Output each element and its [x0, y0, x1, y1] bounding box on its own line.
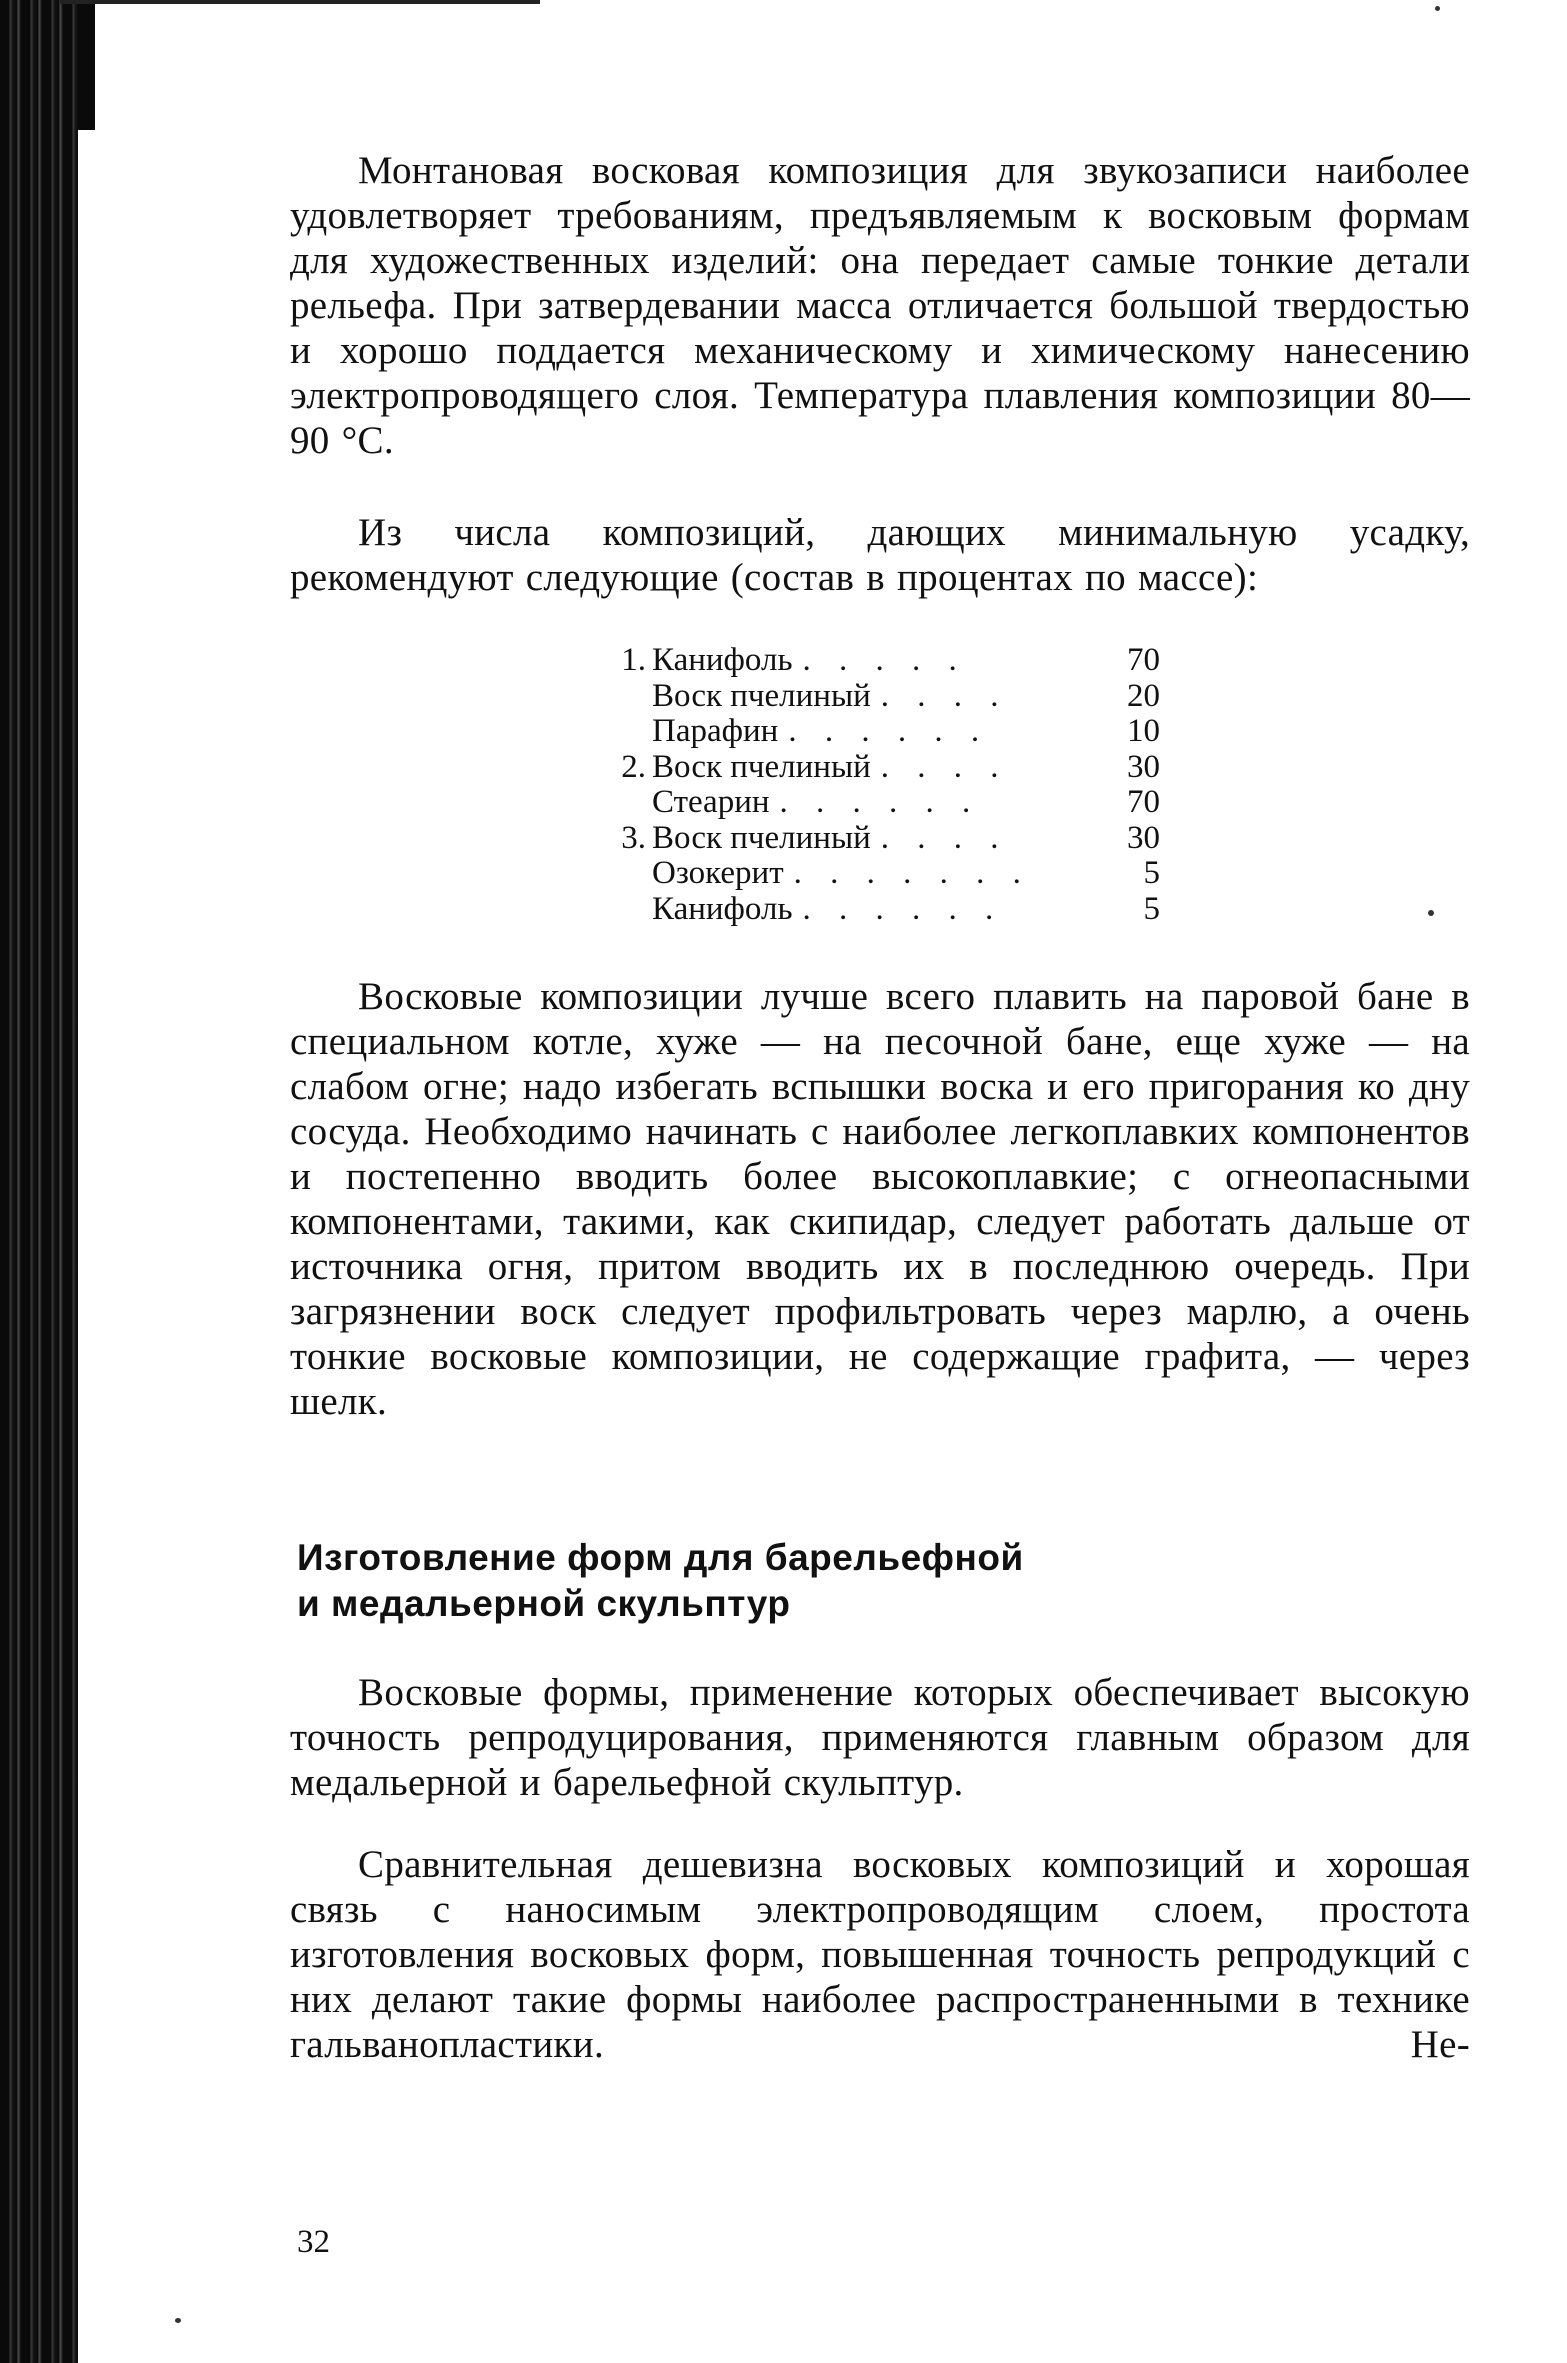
recipe-percent: 70 [1127, 642, 1160, 678]
recipe-leader-dots: . . . . [880, 749, 1009, 785]
scan-speck [1435, 6, 1440, 11]
recipe-row [600, 679, 1160, 715]
paragraph-1: Монтановая восковая композиция для звукозаписи наиболее удовлетворяет требованиям, предъявляемым к восковым формам для художественных изделий: она передает самые тонкие детали рельефа. При затвердевании масса отличается большой твердостью и хорошо поддается механическому и химическому нанесению электропроводящего слоя. Температура плавления композиции 80—90 °С. [290, 149, 1470, 462]
section-heading-line-2: и медальерной скульптур [297, 1583, 791, 1624]
paragraph-1-block [290, 148, 1470, 463]
recipe-row [600, 714, 1160, 750]
recipe-component: Парафин [652, 713, 779, 749]
recipe-component: Воск пчелиный [652, 677, 871, 714]
recipe-component: Воск пчелиный [652, 748, 871, 785]
paragraph-4: Восковые формы, применение которых обеспечивает высокую точность репродуцирования, применяются главным образом для медальерной и барельефной скульптур. [290, 1671, 1470, 1804]
recipe-percent: 5 [1143, 890, 1160, 927]
scan-speck [175, 2318, 181, 2323]
section-heading-line-1: Изготовление форм для барельефной [297, 1537, 1024, 1578]
paragraph-5: Сравнительная дешевизна восковых композиций и хорошая связь с наносимым электропроводящим слоем, простота изготовления восковых форм, повышенная точность репродукций с них делают такие формы наиболее распространенными в технике гальванопластики. Не- [290, 1843, 1470, 2066]
recipe-component: Канифоль [652, 890, 793, 927]
paragraph-2-block [290, 510, 1470, 600]
paragraph-2: Из числа композиций, дающих минимальную усадку, рекомендуют следующие (состав в процентах по массе): [290, 511, 1470, 599]
recipe-row [600, 643, 1160, 679]
recipe-leader-dots: . . . . . . [788, 714, 990, 749]
recipe-list [600, 643, 1160, 927]
scan-speck [1428, 910, 1434, 916]
recipe-number: 1. [621, 642, 646, 678]
paragraph-3: Восковые композиции лучше всего плавить на паровой бане в специальном котле, хуже — на песочной бане, еще хуже — на слабом огне; надо избегать вспышки воска и его пригорания ко дну сосуда. Необходимо начинать с наиболее легкоплавких компонентов и постепенно вводить более высокоплавкие; с огнеопасными компонентами, такими, как скипидар, следует работать дальше от источника огня, притом вводить их в последнюю очередь. При загрязнении воск следует профильтровать через марлю, а очень тонкие восковые композиции, не содержащие графита, — через шелк. [290, 975, 1470, 1423]
recipe-number: 3. [621, 819, 646, 856]
recipe-percent: 20 [1127, 677, 1160, 714]
paragraph-5-block [290, 1842, 1470, 2067]
recipe-percent: 10 [1127, 713, 1160, 749]
recipe-percent: 70 [1127, 784, 1160, 820]
section-heading [297, 1535, 1024, 1627]
top-edge-line [60, 0, 540, 4]
recipe-leader-dots: . . . . [880, 820, 1009, 856]
recipe-component: Воск пчелиный [652, 819, 871, 856]
binding-shadow [0, 0, 78, 2363]
recipe-row [600, 821, 1160, 857]
recipe-leader-dots: . . . . [880, 678, 1009, 714]
recipe-component: Канифоль [652, 642, 793, 678]
recipe-percent: 5 [1143, 855, 1160, 891]
recipe-percent: 30 [1127, 819, 1160, 856]
recipe-row [600, 856, 1160, 892]
paragraph-4-block [290, 1670, 1470, 1805]
page-number: 32 [297, 2224, 330, 2260]
recipe-row [600, 750, 1160, 786]
recipe-percent: 30 [1127, 748, 1160, 785]
recipe-component: Стеарин [652, 784, 770, 820]
recipe-row [600, 785, 1160, 821]
recipe-number: 2. [621, 748, 646, 785]
recipe-leader-dots: . . . . . . . [793, 856, 1031, 891]
recipe-component: Озокерит [652, 855, 784, 891]
recipe-leader-dots: . . . . . [802, 643, 967, 678]
recipe-leader-dots: . . . . . . [779, 785, 981, 820]
paragraph-3-block [290, 974, 1470, 1424]
recipe-row [600, 892, 1160, 928]
recipe-leader-dots: . . . . . . [802, 891, 1004, 927]
